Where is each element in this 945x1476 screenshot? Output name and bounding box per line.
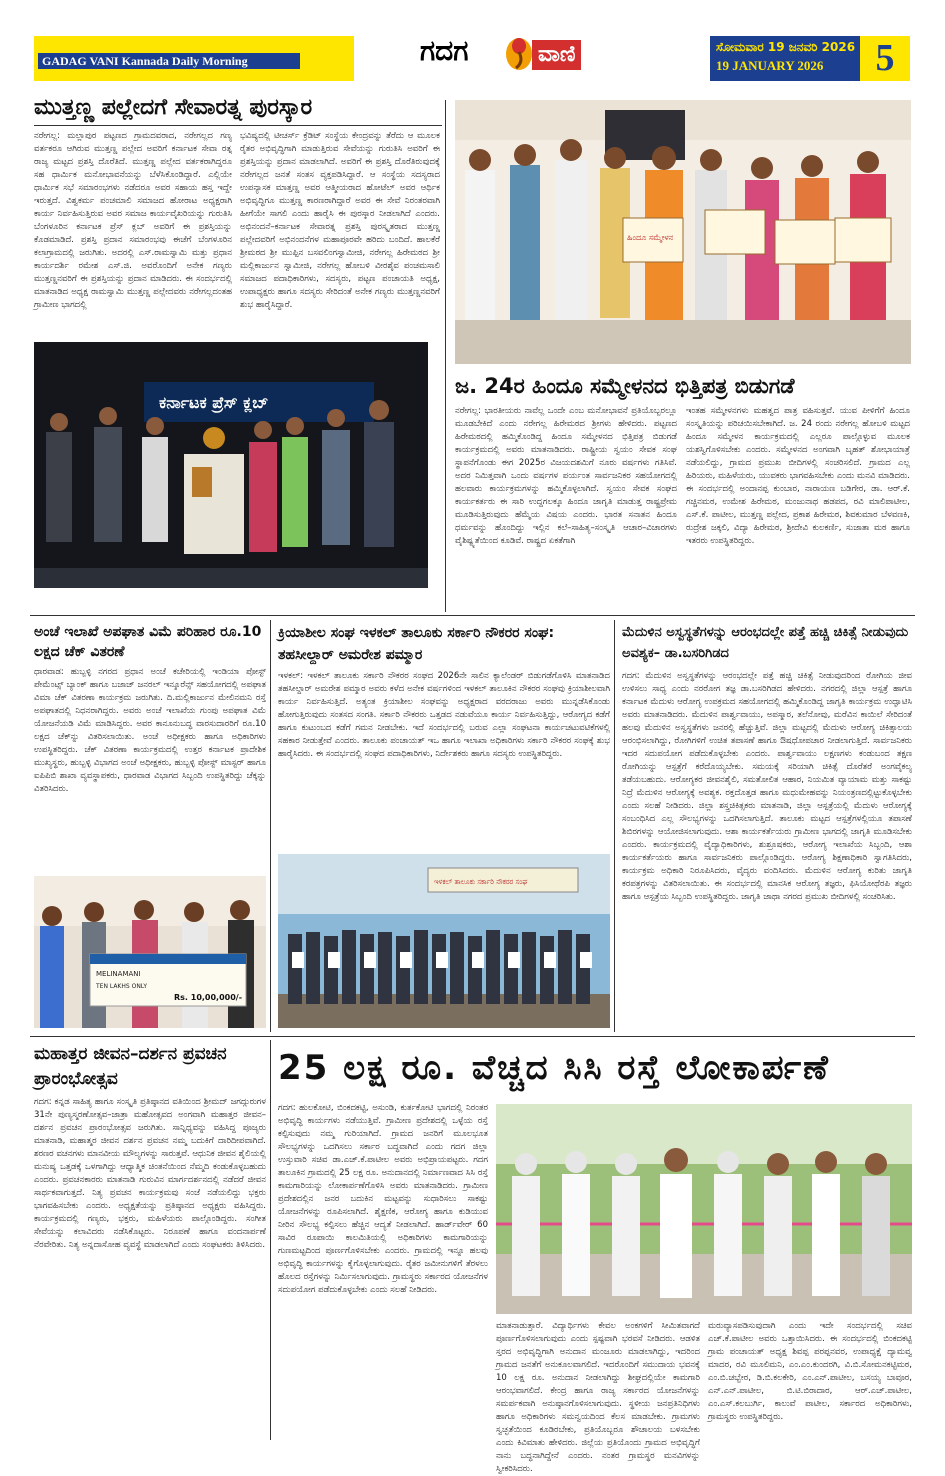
date-english: 19 JANUARY 2026 xyxy=(716,58,824,73)
cheque-payee: MELINAMANI xyxy=(96,970,141,978)
article-headline: ಮೆದುಳಿನ ಅಸ್ವಸ್ಥತೆಗಳನ್ನು ಆರಂಭದಲ್ಲೇ ಪತ್ತೆ ಹಚ್ಚಿ ಚಿಕಿತ್ಸೆ ನೀಡುವುದು ಅವಶ್ಯಕ– ಡಾ.ಬಸರಿಗಿಡದ xyxy=(622,625,909,661)
masthead xyxy=(0,0,945,90)
article-headline: ಕ್ರಿಯಾಶೀಲ ಸಂಘ ಇಳಕಲ್ ತಾಲೂಕು ಸರ್ಕಾರಿ ನೌಕರರ ಸಂಘ: ತಹಸೀಲ್ದಾರ್ ಅಮರೇಶ ಪಮ್ಮಾರ xyxy=(278,625,555,663)
article-headline: ಅಂಚೆ ಇಲಾಖೆ ಅಪಘಾತ ವಿಮೆ ಪರಿಹಾರ ರೂ.10 ಲಕ್ಷದ ಚೆಕ್ ವಿತರಣೆ xyxy=(34,624,262,660)
article-body: ನರೇಗಲ್ಲ: ಮಲ್ಲಾಪುರ ಪಟ್ಟಣದ ಗ್ರಾಮದವರಾದ, ನರೇಗಲ್ಲದ ಗಣ್ಯ ವರ್ತಕರೂ ಆಗಿರುವ ಮುತ್ತಣ್ಣ ಪಲ್ಲೇದ ಅವರಿಗೆ ಕರ್ನಾಟಕ ಸೇವಾ ರತ್ನ ರಾಜ್ಯ ಮಟ್ಟದ ಪ್ರಶಸ್ತಿ ದೊರೆತಿದೆ. ಮುತ್ತಣ್ಣ ಪಲ್ಲೇದ ವರ್ತಕರಾಗಿದ್ದರೂ ಸಹ ಧಾರ್ಮಿಕ ಮನೋಭಾವನೆಯನ್ನು ಬೆಳೆಸಿಕೊಂಡಿದ್ದಾರೆ. ಎಲ್ಲಿಯೇ ಧಾರ್ಮಿಕ ಸಭೆ ಸಮಾರಂಭಗಳು ನಡೆದರೂ ಅವರ ಸಹಾಯ ಹಸ್ತ ಇದ್ದೇ ಇರುತ್ತದೆ. ವಿಶ್ವಕರ್ಮ ಪಂಚಮಾಲಿ ಸಮಾಜದ ಹೋರಾಟ ಅಧ್ಯಕ್ಷರಾಗಿ ಕಾರ್ಯ ನಿರ್ವಹಿಸುತ್ತಿರುವ ಅವರ ಸಮಾಜ ಕಾರ್ಯವೈಖರಿಯನ್ನು ಗುರುತಿಸಿ ಬೆಂಗಳೂರಿನ ಕರ್ನಾಟಕ ಪ್ರೆಸ್ ಕ್ಲಬ್ ಅವರಿಗೆ ಈ ಪ್ರಶಸ್ತಿಯನ್ನು ಕೊಡಮಾಡಿದೆ. ಪ್ರಶಸ್ತಿ ಪ್ರದಾನ ಸಮಾರಂಭವು ಈಚೆಗೆ ಬೆಂಗಳೂರಿನ ಕಲಾಗ್ರಾಮದಲ್ಲಿ ಜರುಗಿತು. ಅದರಲ್ಲಿ ಎಸ್.ರಾಮಸ್ವಾಮಿ ಮತ್ತು ಪ್ರಧಾನ ಕಾರ್ಯದರ್ಶಿ ರಮೇಶ ಎಸ್.ಜಿ. ಅವರೊಂದಿಗೆ ಅನೇಕ ಗಣ್ಯರು ಮುತ್ತಣ್ಣನವರಿಗೆ ಈ ಪ್ರಶಸ್ತಿಯನ್ನು ಪ್ರದಾನ ಮಾಡಿದರು. ಈ ಸಂದರ್ಭದಲ್ಲಿ ಮಾತನಾಡಿದ ಅಧ್ಯಕ್ಷ ರಾಮಸ್ವಾಮಿ ಮುತ್ತಣ್ಣ ಪಲ್ಲೇದವರು ನರೇಗಲ್ಲದಂತಹ ಗ್ರಾಮೀಣ ಭಾಗದಲ್ಲಿ xyxy=(34,131,232,310)
article-body: ಇಂತಹ ಸಮ್ಮೇಳನಗಳು ಮಹತ್ವದ ಪಾತ್ರ ವಹಿಸುತ್ತವೆ. ಯುವ ಪೀಳಿಗೆಗೆ ಹಿಂದೂ ಸಂಸ್ಕೃತಿಯನ್ನು ಪರಿಚಯಿಸಬೇಕಾಗಿದೆ. ಜ. 24 ರಂದು ನರೇಗಲ್ಲ ಹೋಬಳಿ ಮಟ್ಟದ ಹಿಂದೂ ಸಮ್ಮೇಳನ ಕಾರ್ಯಕ್ರಮದಲ್ಲಿ ಎಲ್ಲರೂ ಪಾಲ್ಗೊಳ್ಳುವ ಮೂಲಕ ಯಶಸ್ವಿಗೊಳಿಸಬೇಕು ಎಂದರು. ಸಮ್ಮೇಳನದ ಅಂಗವಾಗಿ ಬೃಹತ್ ಶೋಭಾಯಾತ್ರೆ ನಡೆಯಲಿದ್ದು, ಗ್ರಾಮದ ಪ್ರಮುಖ ಬೀದಿಗಳಲ್ಲಿ ಸಂಚರಿಸಲಿದೆ. ಗ್ರಾಮದ ಎಲ್ಲ ಹಿರಿಯರು, ಮಹಿಳೆಯರು, ಯುವಕರು ಭಾಗವಹಿಸಬೇಕು ಎಂದು ಮನವಿ ಮಾಡಿದರು. ಈ ಸಂದರ್ಭದಲ್ಲಿ ಅಂದಾನಪ್ಪ ಕುಂಬಾರ, ನಾರಾಯಣ ಬಡಿಗೇರ, ಡಾ. ಆರ್.ಕೆ. ಗಚ್ಚಿನಮಠ, ಉಮೇಶ ಹಿರೇಮಠ, ಮಂಜುನಾಥ ಹಡಪದ, ರವಿ ಮಾಲಿಪಾಟೀಲ, ಎಸ್.ಕೆ. ಪಾಟೀಲ, ಮುತ್ತಣ್ಣ ಪಲ್ಲೇದ, ಪ್ರಕಾಶ ಹಿರೇಮಠ, ಶಿವಕುಮಾರ ಬೆಳವಣಕಿ, ರುದ್ರೇಶ ಜಕ್ಕಲಿ, ವಿದ್ಯಾ ಹಿರೇಮಠ, ಶ್ರೀದೇವಿ ಕುಲಕರ್ಣಿ, ಸುಜಾತಾ ಮಠ ಹಾಗೂ ಇತರರು ಉಪಸ್ಥಿತರಿದ್ದರು. xyxy=(686,406,910,546)
photo-cheque-handover xyxy=(34,876,266,1028)
article-headline: ಮುತ್ತಣ್ಣ ಪಲ್ಲೇದಗೆ ಸೇವಾರತ್ನ ಪುರಸ್ಕಾರ xyxy=(34,95,313,120)
article-body: ಮರುವ್ಯಾಸಪಡಿಸುವುದಾಗಿ ಎಂದು ಇದೇ ಸಂದರ್ಭದಲ್ಲಿ ಸಚಿವ ಎಚ್.ಕೆ.ಪಾಟೀಲ ಅವರು ಒತ್ತಾಯಿಸಿದರು. ಈ ಸಂದರ್ಭದಲ್ಲಿ ಬಿಂಕದಕಟ್ಟಿ ಗ್ರಾಮ ಪಂಚಾಯತ್ ಅಧ್ಯಕ್ಷ ಶಿವಪ್ಪ ಪರಪ್ಪನವರ, ಉಪಾಧ್ಯಕ್ಷೆ ದ್ಯಾಮವ್ವ ಮಾದರ, ರವಿ ಮೂಲಿಮನಿ, ಎಂ.ಎಂ.ಕುಂದರಗಿ, ವಿ.ಬಿ.ಸೋಮನಕಟ್ಟಿಮಠ, ಎಂ.ಬಿ.ಚಬ್ಬೇರ, ಡಿ.ಬಿ.ಕಲಕೇರಿ, ಎಂ.ಎನ್.ಪಾಟೀಲ, ಬಸಯ್ಯ ಬಾವೂರ, ಎನ್.ಎನ್.ಪಾಟೀಲ, ಬಿ.ಟಿ.ಬಿರಾದಾರ, ಆರ್.ಎಚ್.ಪಾಟೀಲ, ಎಂ.ಎಸ್.ಕಲಬುರ್ಗಿ, ಕಾಲುವೆ ಪಾಟೀಲ, ಸರ್ಕಾರದ ಅಧಿಕಾರಿಗಳು, ಗ್ರಾಮಸ್ಥರು ಉಪಸ್ಥಿತರಿದ್ದರು. xyxy=(708,1321,912,1422)
column-rule xyxy=(614,620,615,1032)
ganesha-icon xyxy=(502,32,536,72)
building-banner-text: ಇಳಕಲ್ ತಾಲೂಕು ಸರ್ಕಾರಿ ನೌಕರರ ಸಂಘ xyxy=(434,878,528,886)
column-rule xyxy=(270,620,271,1032)
article-body: ನರೇಗಲ್ಲ: ಭಾರತೀಯರು ನಾವೆಲ್ಲ ಒಂದೇ ಎಂಬ ಮನೋಭಾವನೆ ಪ್ರತಿಯೊಬ್ಬರಲ್ಲೂ ಮೂಡಬೇಕಿದೆ ಎಂದು ನರೇಗಲ್ಲ ಹಿರೇಮಠದ ಶ್ರೀಗಳು ಹೇಳಿದರು. ಪಟ್ಟಣದ ಹಿರೇಮಠದಲ್ಲಿ ಹಮ್ಮಿಕೊಂಡಿದ್ದ ಹಿಂದೂ ಸಮ್ಮೇಳನದ ಭಿತ್ತಿಪತ್ರ ಬಿಡುಗಡೆ ಕಾರ್ಯಕ್ರಮದಲ್ಲಿ ಅವರು ಮಾತನಾಡಿದರು. ರಾಷ್ಟ್ರೀಯ ಸ್ವಯಂ ಸೇವಕ ಸಂಘ ಸ್ಥಾಪನೆಗೊಂಡು ಈಗ 2025ರ ವಿಜಯದಶಮಿಗೆ ನೂರು ವರ್ಷಗಳು ಗತಿಸಿವೆ. ಅದರ ನಿಮಿತ್ತವಾಗಿ ಒಂದು ವರ್ಷಗಳ ಪರ್ಯಂತ ಸಾರ್ವಜನಿಕರ ಸಹಯೋಗದಲ್ಲಿ ಹಲವಾರು ಕಾರ್ಯಕ್ರಮಗಳನ್ನು ಹಮ್ಮಿಕೊಳ್ಳಲಾಗಿದೆ. ಸ್ವಯಂ ಸೇವಕ ಸಂಘದ ಕಾರ್ಯಕರ್ತರು ಈ ಸಾರಿ ಉದ್ದಗಲಕ್ಕೂ ಹಿಂದೂ ಜಾಗೃತಿ ಮಾಡುತ್ತ ರಾಷ್ಟ್ರಪ್ರೇಮ ಮೂಡಿಸುತ್ತಿರುವುದು ಹೆಮ್ಮೆಯ ವಿಷಯ ಎಂದರು. ಭಾರತ ಸನಾತನ ಹಿಂದೂ ಧರ್ಮವನ್ನು ಹೊಂದಿದ್ದು ಇಲ್ಲಿನ ಕಲೆ–ಸಾಹಿತ್ಯ–ಸಂಸ್ಕೃತಿ ಆಚಾರ–ವಿಚಾರಗಳು ವೈಶಿಷ್ಟ್ಯತೆಯಿಂದ ಕೂಡಿವೆ. ರಾಷ್ಟ್ರದ ಏಕತೆಗಾಗಿ xyxy=(455,406,677,546)
column-rule xyxy=(270,1040,271,1440)
date-kannada: ಸೋಮವಾರ 19 ಜನವರಿ 2026 xyxy=(716,40,856,54)
logo-right: ವಾಣಿ xyxy=(532,40,581,70)
article-body: ಮಾತನಾಡುತ್ತಾರೆ. ವಿದ್ಯಾರ್ಥಿಗಳು ಕೇವಲ ಅಂಕಗಳಿಗೆ ಸೀಮಿತವಾಗದೆ ಪೂರ್ಣಗೊಳಿಸಲಾಗುವುದು ಎಂದು ಸ್ಪಷ್ಟವಾಗಿ ಭರವಸೆ ನೀಡಿದರು. ಆಡಳಿತ ಸ್ತರದ ಅಭಿವೃದ್ಧಿಗಾಗಿ ಅನುದಾನ ಮಂಜೂರು ಮಾಡಲಾಗಿದ್ದು, ಇದರಿಂದ ಗ್ರಾಮದ ಜನತೆಗೆ ಅನುಕೂಲವಾಗಲಿದೆ. ಇದರೊಂದಿಗೆ ಸಮುದಾಯ ಭವನಕ್ಕೆ 10 ಲಕ್ಷ ರೂ. ಅನುದಾನ ನೀಡಲಾಗಿದ್ದು ಶೀಘ್ರದಲ್ಲಿಯೇ ಕಾಮಗಾರಿ ಆರಂಭವಾಗಲಿದೆ. ಕೇಂದ್ರ ಹಾಗೂ ರಾಜ್ಯ ಸರ್ಕಾರದ ಯೋಜನೆಗಳನ್ನು ಸಮರ್ಪಕವಾಗಿ ಅನುಷ್ಠಾನಗೊಳಿಸಲಾಗುವುದು. ಸ್ಥಳೀಯ ಜನಪ್ರತಿನಿಧಿಗಳು ಹಾಗೂ ಅಧಿಕಾರಿಗಳು ಸಮನ್ವಯದಿಂದ ಕೆಲಸ ಮಾಡಬೇಕು. ಗ್ರಾಮಗಳು ಸ್ವಚ್ಛತೆಯಿಂದ ಕೂಡಿರಬೇಕು, ಪ್ರತಿಯೊಬ್ಬರೂ ಶೌಚಾಲಯ ಬಳಸಬೇಕು ಎಂದು ಕಿವಿಮಾತು ಹೇಳಿದರು. ಜಿಲ್ಲೆಯ ಪ್ರತಿಯೊಂದು ಗ್ರಾಮದ ಅಭಿವೃದ್ಧಿಗೆ ನಾನು ಬದ್ಧನಾಗಿದ್ದೇನೆ ಎಂದರು. ನಂತರ ಗ್ರಾಮಸ್ಥರ ಮನವಿಗಳನ್ನು ಸ್ವೀಕರಿಸಿದರು. xyxy=(496,1321,700,1474)
article-body: ಭವಿಷ್ಯದಲ್ಲಿ ಟೀಚರ್ಸ್ ಕ್ರೆಡಿಟ್ ಸಂಸ್ಥೆಯ ಕೇಂದ್ರವನ್ನು ತೆರೆದು ಆ ಮೂಲಕ ರೈತರ ಅಭಿವೃದ್ಧಿಗಾಗಿ ಮಾಡುತ್ತಿರುವ ಸೇವೆಯನ್ನು ಗುರುತಿಸಿ ಅವರಿಗೆ ಈ ಪ್ರಶಸ್ತಿಯನ್ನು ಪ್ರದಾನ ಮಾಡಲಾಗಿದೆ. ಅವರಿಗೆ ಈ ಪ್ರಶಸ್ತಿ ದೊರೆತಿರುವುದಕ್ಕೆ ನರೇಗಲ್ಲದ ಜನತೆ ಸಂತಸ ವ್ಯಕ್ತಪಡಿಸಿದ್ದಾರೆ. ಆ ಸಂಸ್ಥೆಯ ಸದಸ್ಯರಾದ ಉಪನ್ಯಾಸಕ ಮಾತ್ತಣ್ಣ ಅವರ ಆತ್ಮೀಯರಾದ ಹೋಟೆಲ್ ಅವರ ಆರ್ಥಿಕ ಅಭಿವೃದ್ಧಿಗೂ ಮುತ್ತಣ್ಣ ಕಾರಣರಾಗಿದ್ದಾರೆ ಅವರ ಈ ಸೇವೆ ನಿರಂತರವಾಗಿ ಹೀಗೆಯೇ ಸಾಗಲಿ ಎಂದು ಹಾರೈಸಿ ಈ ಪುರಸ್ಕಾರ ನೀಡಲಾಗಿದೆ ಎಂದರು. ಅಭಿನಂದನೆ–ಕರ್ನಾಟಕ ಸೇವಾರತ್ನ ಪ್ರಶಸ್ತಿ ಪುರಸ್ಕೃತರಾದ ಮುತ್ತಣ್ಣ ಪಲ್ಲೇದವರಿಗೆ ಅಭಿನಂದನೆಗಳ ಮಹಾಪೂರವೇ ಹರಿದು ಬಂದಿದೆ. ಹಾಲಕೆರೆ ಶ್ರೀಮಠದ ಶ್ರೀ ಮುಪ್ಪಿನ ಬಸವಲಿಂಗಸ್ವಾಮೀಜಿ, ನರೇಗಲ್ಲ ಹಿರೇಮಠದ ಶ್ರೀ ಮಲ್ಲಿಕಾರ್ಜುನ ಸ್ವಾಮೀಜಿ, ನರೇಗಲ್ಲ ಹೋಬಳಿ ವೀರಶೈವ ಪಂಚಮಸಾಲಿ ಸಮಾಜದ ಪದಾಧಿಕಾರಿಗಳು, ಸದಸ್ಯರು, ಪಟ್ಟಣ ಪಂಚಾಯತಿ ಅಧ್ಯಕ್ಷ, ಉಪಾಧ್ಯಕ್ಷರು ಹಾಗೂ ಸದಸ್ಯರು ಸೇರಿದಂತೆ ಅನೇಕ ಗಣ್ಯರು ಮುತ್ತಣ್ಣನವರಿಗೆ ಶುಭ ಹಾರೈಸಿದ್ದಾರೆ. xyxy=(240,131,440,310)
photo-calendar-release xyxy=(278,854,610,1028)
article-body: ಇಳಕಲ್: ಇಳಕಲ್ ತಾಲೂಕು ಸರ್ಕಾರಿ ನೌಕರರ ಸಂಘದ 2026ನೇ ಸಾಲಿನ ಕ್ಯಾಲೆಂಡರ್ ಬಿಡುಗಡೆಗೊಳಿಸಿ ಮಾತನಾಡಿದ ತಹಸೀಲ್ದಾರ್ ಅಮರೇಶ ಪಮ್ಮಾರ ಅವರು ಕಳೆದ ಅನೇಕ ವರ್ಷಗಳಿಂದ ಇಳಕಲ್ ತಾಲೂಕಿನ ನೌಕರರ ಸಂಘವು ಕ್ರಿಯಾಶೀಲವಾಗಿ ಕಾರ್ಯ ನಿರ್ವಹಿಸುತ್ತಿದೆ. ಅತ್ಯಂತ ಕ್ರಿಯಾಶೀಲ ಸಂಘವನ್ನು ಅಧ್ಯಕ್ಷರಾದ ವರದರಾಜು ಅವರು ಮುನ್ನಡೆಸಿಕೊಂಡು ಹೋಗುತ್ತಿರುವುದು ಸಂತಸದ ಸಂಗತಿ. ಸರ್ಕಾರಿ ನೌಕರರು ಒತ್ತಡದ ನಡುವೆಯೂ ಕಾರ್ಯ ನಿರ್ವಹಿಸುತ್ತಿದ್ದು, ಆರೋಗ್ಯದ ಕಡೆಗೆ ಹಾಗೂ ಕುಟುಂಬದ ಕಡೆಗೆ ಗಮನ ನೀಡಬೇಕು. ಇದೆ ಸಂದರ್ಭದಲ್ಲಿ ಬರುವ ಎಲ್ಲಾ ಸಂಘಟನಾ ಕಾರ್ಯಚಟುವಟಿಕೆಗಳಲ್ಲಿ ಸಹಕಾರ ನೀಡುತ್ತೇವೆ ಎಂದರು. ತಾಲೂಕು ಪಂಚಾಯತ್ ಇಒ ಹಾಗೂ ಇಲಾಖಾ ಅಧಿಕಾರಿಗಳು ಸರ್ಕಾರಿ ನೌಕರರ ಸಂಘಕ್ಕೆ ಶುಭ ಹಾರೈಸಿದರು. ಈ ಸಂದರ್ಭದಲ್ಲಿ ಸಂಘದ ಪದಾಧಿಕಾರಿಗಳು, ನಿರ್ದೇಶಕರು ಹಾಗೂ ಸದಸ್ಯರು ಉಪಸ್ಥಿತರಿದ್ದರು. xyxy=(278,671,610,759)
column-rule xyxy=(445,100,446,612)
headline-underline xyxy=(34,125,442,126)
article-headline: 25 ಲಕ್ಷ ರೂ. ವೆಚ್ಚದ ಸಿಸಿ ರಸ್ತೆ ಲೋಕಾರ್ಪಣೆ xyxy=(278,1048,830,1088)
photo-poster-release xyxy=(455,100,911,364)
logo-left: ಗದಗ xyxy=(420,34,469,67)
article-body: ಗದಗ: ಹುಲಕೋಟಿ, ಬಿಂಕದಕಟ್ಟಿ, ಅಸುಂಡಿ, ಕುರ್ತಕೋಟಿ ಭಾಗದಲ್ಲಿ ನಿರಂತರ ಅಭಿವೃದ್ಧಿ ಕಾರ್ಯಗಳು ನಡೆಯುತ್ತಿವೆ. ಗ್ರಾಮೀಣ ಪ್ರದೇಶದಲ್ಲಿ ಒಳ್ಳೆಯ ರಸ್ತೆ ಕಲ್ಪಿಸುವುದು ನಮ್ಮ ಗುರಿಯಾಗಿದೆ. ಗ್ರಾಮದ ಜನರಿಗೆ ಮೂಲಭೂತ ಸೌಲಭ್ಯಗಳನ್ನು ಒದಗಿಸಲು ಸರ್ಕಾರ ಬದ್ಧವಾಗಿದೆ ಎಂದು ಗದಗ ಜಿಲ್ಲಾ ಉಸ್ತುವಾರಿ ಸಚಿವ ಡಾ.ಎಚ್.ಕೆ.ಪಾಟೀಲ ಅವರು ಅಭಿಪ್ರಾಯಪಟ್ಟರು. ಗದಗ ತಾಲೂಕಿನ ಗ್ರಾಮದಲ್ಲಿ 25 ಲಕ್ಷ ರೂ. ಅನುದಾನದಲ್ಲಿ ನಿರ್ಮಾಣವಾದ ಸಿಸಿ ರಸ್ತೆ ಕಾಮಗಾರಿಯನ್ನು ಲೋಕಾರ್ಪಣೆಗೊಳಿಸಿ ಅವರು ಮಾತನಾಡಿದರು. ಗ್ರಾಮೀಣ ಪ್ರದೇಶದಲ್ಲಿನ ಜನರ ಬದುಕಿನ ಮಟ್ಟವನ್ನು ಸುಧಾರಿಸಲು ಸಾಕಷ್ಟು ಯೋಜನೆಗಳನ್ನು ರೂಪಿಸಲಾಗಿದೆ. ಶೈಕ್ಷಣಿಕ, ಆರೋಗ್ಯ ಹಾಗೂ ಕುಡಿಯುವ ನೀರಿನ ಸೌಲಭ್ಯ ಕಲ್ಪಿಸಲು ಹೆಚ್ಚಿನ ಆದ್ಯತೆ ನೀಡಲಾಗಿದೆ. ಹಾರ್ಡ್‌ವೇರ್ 60 ಸಾವಿರ ರೂಪಾಯಿ ಕಾಲಮಿತಿಯಲ್ಲಿ ಅಧಿಕಾರಿಗಳು ಕಾಮಗಾರಿಯನ್ನು ಗುಣಮಟ್ಟದಿಂದ ಪೂರ್ಣಗೊಳಿಸಬೇಕು ಎಂದರು. ಗ್ರಾಮದಲ್ಲಿ ಇನ್ನೂ ಹಲವು ಅಭಿವೃದ್ಧಿ ಕಾರ್ಯಗಳನ್ನು ಕೈಗೊಳ್ಳಲಾಗುವುದು. ರೈತರ ಜಮೀನುಗಳಿಗೆ ತೆರಳಲು ಹೊಲದ ರಸ್ತೆಗಳನ್ನು ನಿರ್ಮಿಸಲಾಗುವುದು. ಗ್ರಾಮಸ್ಥರು ಸರ್ಕಾರದ ಯೋಜನೆಗಳ ಸದುಪಯೋಗ ಪಡೆದುಕೊಳ್ಳಬೇಕು ಎಂದು ಸಲಹೆ ನೀಡಿದರು. xyxy=(278,1103,488,1295)
page-number: 5 xyxy=(860,36,910,81)
poster-text: ಹಿಂದೂ ಸಮ್ಮೇಳನ xyxy=(627,233,674,242)
date-box xyxy=(710,36,860,81)
masthead-left-title: GADAG VANI Kannada Daily Morning xyxy=(38,53,300,69)
photo-road-inauguration xyxy=(496,1104,912,1314)
row-rule xyxy=(30,1036,915,1037)
logo xyxy=(420,30,600,76)
article-headline: ಜ. 24ರ ಹಿಂದೂ ಸಮ್ಮೇಳನದ ಭಿತ್ತಿಪತ್ರ ಬಿಡುಗಡೆ xyxy=(455,374,795,398)
article-body: ಗದಗ: ಮೆದುಳಿನ ಅಸ್ವಸ್ಥತೆಗಳನ್ನು ಆರಂಭದಲ್ಲೇ ಪತ್ತೆ ಹಚ್ಚಿ ಚಿಕಿತ್ಸೆ ನೀಡುವುದರಿಂದ ರೋಗಿಯ ಜೀವ ಉಳಿಸಲು ಸಾಧ್ಯ ಎಂದು ನರರೋಗ ತಜ್ಞ ಡಾ.ಬಸರಿಗಿಡದ ಹೇಳಿದರು. ನಗರದಲ್ಲಿ ಜಿಲ್ಲಾ ಆಸ್ಪತ್ರೆ ಹಾಗೂ ಕರ್ನಾಟಕ ಮೆದುಳು ಆರೋಗ್ಯ ಉಪಕ್ರಮದ ಸಹಯೋಗದಲ್ಲಿ ಹಮ್ಮಿಕೊಂಡಿದ್ದ ಜಾಗೃತಿ ಕಾರ್ಯಕ್ರಮ ಉದ್ಘಾಟಿಸಿ ಅವರು ಮಾತನಾಡಿದರು. ಮೆದುಳಿನ ಪಾರ್ಶ್ವವಾಯು, ಅಪಸ್ಮಾರ, ತಲೆನೋವು, ಮರೆವಿನ ಕಾಯಿಲೆ ಸೇರಿದಂತೆ ಹಲವು ಮೆದುಳಿನ ಅಸ್ವಸ್ಥತೆಗಳು ಜನರಲ್ಲಿ ಹೆಚ್ಚುತ್ತಿವೆ. ಜಿಲ್ಲಾ ಮಟ್ಟದಲ್ಲಿ ಮೆದುಳು ಆರೋಗ್ಯ ಚಿಕಿತ್ಸಾಲಯ ಆರಂಭಿಸಲಾಗಿದ್ದು, ರೋಗಿಗಳಿಗೆ ಉಚಿತ ತಪಾಸಣೆ ಹಾಗೂ ಔಷಧೋಪಚಾರ ನೀಡಲಾಗುತ್ತಿದೆ. ಸಾರ್ವಜನಿಕರು ಇದರ ಸದುಪಯೋಗ ಪಡೆದುಕೊಳ್ಳಬೇಕು ಎಂದರು. ಪಾರ್ಶ್ವವಾಯು ಲಕ್ಷಣಗಳು ಕಂಡುಬಂದ ತಕ್ಷಣ ರೋಗಿಯನ್ನು ಆಸ್ಪತ್ರೆಗೆ ಕರೆದೊಯ್ಯಬೇಕು. ಸಮಯಕ್ಕೆ ಸರಿಯಾಗಿ ಚಿಕಿತ್ಸೆ ದೊರೆತರೆ ಅಂಗವೈಕಲ್ಯ ತಡೆಯಬಹುದು. ಆರೋಗ್ಯಕರ ಜೀವನಶೈಲಿ, ಸಮತೋಲಿತ ಆಹಾರ, ನಿಯಮಿತ ವ್ಯಾಯಾಮ ಮತ್ತು ಸಾಕಷ್ಟು ನಿದ್ರೆ ಮೆದುಳಿನ ಆರೋಗ್ಯಕ್ಕೆ ಅವಶ್ಯಕ. ರಕ್ತದೊತ್ತಡ ಹಾಗೂ ಮಧುಮೇಹವನ್ನು ನಿಯಂತ್ರಣದಲ್ಲಿಟ್ಟುಕೊಳ್ಳಬೇಕು ಎಂದು ಸಲಹೆ ನೀಡಿದರು. ಜಿಲ್ಲಾ ಶಸ್ತ್ರಚಿಕಿತ್ಸಕರು ಮಾತನಾಡಿ, ಜಿಲ್ಲಾ ಆಸ್ಪತ್ರೆಯಲ್ಲಿ ಮೆದುಳು ಆರೋಗ್ಯಕ್ಕೆ ಸಂಬಂಧಿಸಿದ ಎಲ್ಲ ಸೌಲಭ್ಯಗಳನ್ನು ಒದಗಿಸಲಾಗುತ್ತಿದೆ. ತಾಲೂಕು ಮಟ್ಟದ ಆಸ್ಪತ್ರೆಗಳಲ್ಲಿಯೂ ತಪಾಸಣೆ ಶಿಬಿರಗಳನ್ನು ಆಯೋಜಿಸಲಾಗುವುದು. ಆಶಾ ಕಾರ್ಯಕರ್ತೆಯರು ಗ್ರಾಮೀಣ ಭಾಗದಲ್ಲಿ ಜಾಗೃತಿ ಮೂಡಿಸಬೇಕು ಎಂದರು. ಕಾರ್ಯಕ್ರಮದಲ್ಲಿ ವೈದ್ಯಾಧಿಕಾರಿಗಳು, ಶುಶ್ರೂಷಕರು, ಆರೋಗ್ಯ ಇಲಾಖೆಯ ಸಿಬ್ಬಂದಿ, ಆಶಾ ಕಾರ್ಯಕರ್ತೆಯರು ಹಾಗೂ ಸಾರ್ವಜನಿಕರು ಪಾಲ್ಗೊಂಡಿದ್ದರು. ಆರೋಗ್ಯ ಶಿಕ್ಷಣಾಧಿಕಾರಿ ಸ್ವಾಗತಿಸಿದರು, ಕಾರ್ಯಕ್ರಮ ಅಧಿಕಾರಿ ನಿರೂಪಿಸಿದರು, ವೈದ್ಯರು ವಂದಿಸಿದರು. ಮೆದುಳಿನ ಆರೋಗ್ಯ ಕುರಿತು ಜಾಗೃತಿ ಕರಪತ್ರಗಳನ್ನು ವಿತರಿಸಲಾಯಿತು. ಈ ಸಂದರ್ಭದಲ್ಲಿ ಮಾನಸಿಕ ಆರೋಗ್ಯ ತಜ್ಞರು, ಫಿಸಿಯೋಥೆರಪಿ ತಜ್ಞರು ಹಾಗೂ ಆಸ್ಪತ್ರೆಯ ಸಿಬ್ಬಂದಿ ಉಪಸ್ಥಿತರಿದ್ದರು. ಜಾಗೃತಿ ಜಾಥಾ ನಗರದ ಪ್ರಮುಖ ಬೀದಿಗಳಲ್ಲಿ ಸಂಚರಿಸಿತು. xyxy=(622,671,912,902)
article-body: ಧಾರವಾಡ: ಹುಬ್ಬಳ್ಳಿ ನಗರದ ಪ್ರಧಾನ ಅಂಚೆ ಕಚೇರಿಯಲ್ಲಿ ಇಂಡಿಯಾ ಪೋಸ್ಟ್ ಪೇಮೆಂಟ್ಸ್ ಬ್ಯಾಂಕ್ ಹಾಗೂ ಬಜಾಜ್ ಜನರಲ್ ಇನ್ಶೂರೆನ್ಸ್ ಸಹಯೋಗದಲ್ಲಿ ಅಪಘಾತ ವಿಮಾ ಚೆಕ್ ವಿತರಣಾ ಕಾರ್ಯಕ್ರಮ ಜರುಗಿತು. ದಿ.ಮಲ್ಲಿಕಾರ್ಜುನ ಮೇಲಿನಮನಿ ರಸ್ತೆ ಅಪಘಾತದಲ್ಲಿ ನಿಧನರಾಗಿದ್ದರು. ಅವರು ಅಂಚೆ ಇಲಾಖೆಯ ಗುಂಪು ಅಪಘಾತ ವಿಮೆ ಯೋಜನೆಯಡಿ ವಿಮೆ ಮಾಡಿಸಿದ್ದರು. ಅವರ ಕಾನೂನುಬದ್ಧ ವಾರಸುದಾರರಿಗೆ ರೂ.10 ಲಕ್ಷದ ಚೆಕ್‌ನ್ನು ವಿತರಿಸಲಾಯಿತು. ಅಂಚೆ ಅಧೀಕ್ಷಕರು ಹಾಗೂ ಅಧಿಕಾರಿಗಳು ಉಪಸ್ಥಿತರಿದ್ದರು. ಚೆಕ್ ವಿತರಣಾ ಕಾರ್ಯಕ್ರಮದಲ್ಲಿ ಉತ್ತರ ಕರ್ನಾಟಕ ಪ್ರಾದೇಶಿಕ ಮುಖ್ಯಸ್ಥರು, ಹುಬ್ಬಳ್ಳಿ ವಿಭಾಗದ ಅಂಚೆ ಅಧೀಕ್ಷಕರು, ಹುಬ್ಬಳ್ಳಿ ಪೋಸ್ಟ್ ಮಾಸ್ಟರ್ ಹಾಗೂ ಐಪಿಪಿಬಿ ಶಾಖಾ ವ್ಯವಸ್ಥಾಪಕರು, ಧಾರವಾಡ ವಿಭಾಗದ ಸಿಬ್ಬಂದಿ ಉಪಸ್ಥಿತರಿದ್ದು ಚೆಕ್ಕನ್ನು ವಿತರಿಸಿದರು. xyxy=(34,667,266,794)
row-rule xyxy=(30,615,915,616)
cheque-words: TEN LAKHS ONLY xyxy=(96,983,148,990)
stage-banner-text: ಕರ್ನಾಟಕ ಪ್ರೆಸ್ ಕ್ಲಬ್ xyxy=(159,393,269,412)
photo-award-ceremony xyxy=(34,342,428,588)
article-body: ಗದಗ: ಕನ್ನಡ ಸಾಹಿತ್ಯ ಹಾಗೂ ಸಂಸ್ಕೃತಿ ಪ್ರತಿಷ್ಠಾನದ ವತಿಯಿಂದ ಶ್ರೀಮದ್ ಜಗದ್ಗುರುಗಳ 31ನೇ ಪುಣ್ಯಸ್ಮರಣೋತ್ಸವ–ಜಾತ್ರಾ ಮಹೋತ್ಸವದ ಅಂಗವಾಗಿ ಮಹಾತ್ತರ ಜೀವನ–ದರ್ಶನ ಪ್ರವಚನ ಪ್ರಾರಂಭೋತ್ಸವ ಜರುಗಿತು. ಸಾನ್ನಿಧ್ಯವನ್ನು ವಹಿಸಿದ್ದ ಪೂಜ್ಯರು ಮಾತನಾಡಿ, ಮಹಾತ್ಮರ ಜೀವನ ದರ್ಶನ ಪ್ರವಚನ ನಮ್ಮ ಬದುಕಿಗೆ ದಾರಿದೀಪವಾಗಿದೆ. ಶರಣರ ವಚನಗಳು ಮಾನವೀಯ ಮೌಲ್ಯಗಳನ್ನು ಸಾರುತ್ತವೆ. ಆಧುನಿಕ ಜೀವನ ಶೈಲಿಯಲ್ಲಿ ಮನುಷ್ಯ ಒತ್ತಡಕ್ಕೆ ಒಳಗಾಗಿದ್ದು ಆಧ್ಯಾತ್ಮಿಕ ಚಿಂತನೆಯಿಂದ ನೆಮ್ಮದಿ ಕಂಡುಕೊಳ್ಳಬಹುದು ಎಂದರು. ಪ್ರವಚನಕಾರರು ಮಾತನಾಡಿ ಗುರುವಿನ ಮಾರ್ಗದರ್ಶನದಲ್ಲಿ ನಡೆದರೆ ಜೀವನ ಸಾರ್ಥಕವಾಗುತ್ತದೆ. ನಿತ್ಯ ಪ್ರವಚನ ಕಾರ್ಯಕ್ರಮವು ಸಂಜೆ ನಡೆಯಲಿದ್ದು ಭಕ್ತರು ಭಾಗವಹಿಸಬೇಕು ಎಂದರು. ಅಧ್ಯಕ್ಷತೆಯನ್ನು ಪ್ರತಿಷ್ಠಾನದ ಅಧ್ಯಕ್ಷರು ವಹಿಸಿದ್ದರು. ಕಾರ್ಯಕ್ರಮದಲ್ಲಿ ಗಣ್ಯರು, ಭಕ್ತರು, ಮಹಿಳೆಯರು ಪಾಲ್ಗೊಂಡಿದ್ದರು. ಸಂಗೀತ ಸೇವೆಯನ್ನು ಕಲಾವಿದರು ನಡೆಸಿಕೊಟ್ಟರು. ನಿರೂಪಣೆ ಹಾಗೂ ವಂದನಾರ್ಪಣೆ ನೆರವೇರಿತು. ನಿತ್ಯ ಅನ್ನದಾಸೋಹ ವ್ಯವಸ್ಥೆ ಮಾಡಲಾಗಿದೆ ಎಂದು ಸಂಘಟಕರು ತಿಳಿಸಿದರು. xyxy=(34,1097,266,1250)
article-headline: ಮಹಾತ್ತರ ಜೀವನ–ದರ್ಶನ ಪ್ರವಚನ ಪ್ರಾರಂಭೋತ್ಸವ xyxy=(34,1044,227,1089)
cheque-amount: Rs. 10,00,000/- xyxy=(174,993,243,1002)
